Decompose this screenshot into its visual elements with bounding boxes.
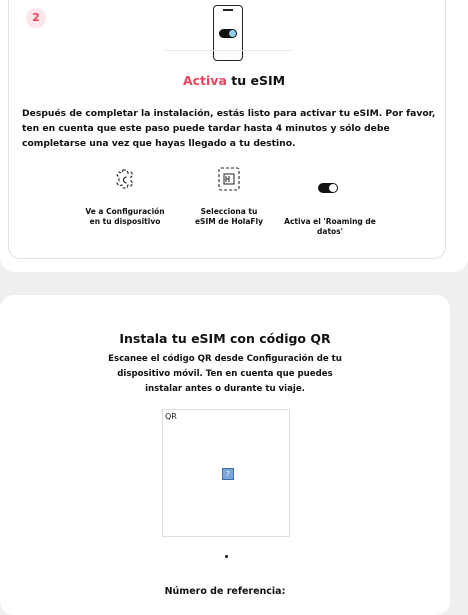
step-title-rest: tu eSIM	[226, 73, 286, 88]
settings-gear-icon	[112, 168, 138, 192]
step-item-label: Ve a Configuración en tu dispositivo	[85, 207, 165, 226]
loading-dot	[225, 555, 228, 558]
step-number-badge: 2	[26, 8, 46, 28]
step-title	[0, 73, 468, 88]
qr-section-title: Instala tu eSIM con código QR	[119, 331, 331, 346]
qr-alt-text: QR	[165, 412, 177, 421]
divider	[165, 50, 292, 51]
step-title-accent: Activa	[182, 73, 227, 88]
qr-code-image	[162, 409, 290, 537]
reference-number-label: Número de referencia:	[164, 586, 286, 597]
qr-section-description: Escanee el código QR desde Configuración de tu dispositivo móvil. Ten en cuenta que puedes instalar antes o durante tu viaje.	[108, 354, 342, 394]
step-description: Después de completar la instalación, estás listo para activar tu eSIM. Por favor, ten en cuenta que este paso puede tardar hasta 4 minutos y sólo debe completarse una vez que hayas llegado a tu destino.	[22, 108, 436, 149]
toggle-icon	[318, 183, 338, 193]
sim-card-icon	[214, 166, 244, 192]
step-item-label: Activa el 'Roaming de datos'	[284, 217, 376, 236]
step-item-label: Selecciona tu eSIM de HolaFly	[194, 207, 264, 226]
phone-toggle-illustration-icon	[213, 5, 243, 61]
broken-image-icon: ?	[222, 468, 234, 480]
